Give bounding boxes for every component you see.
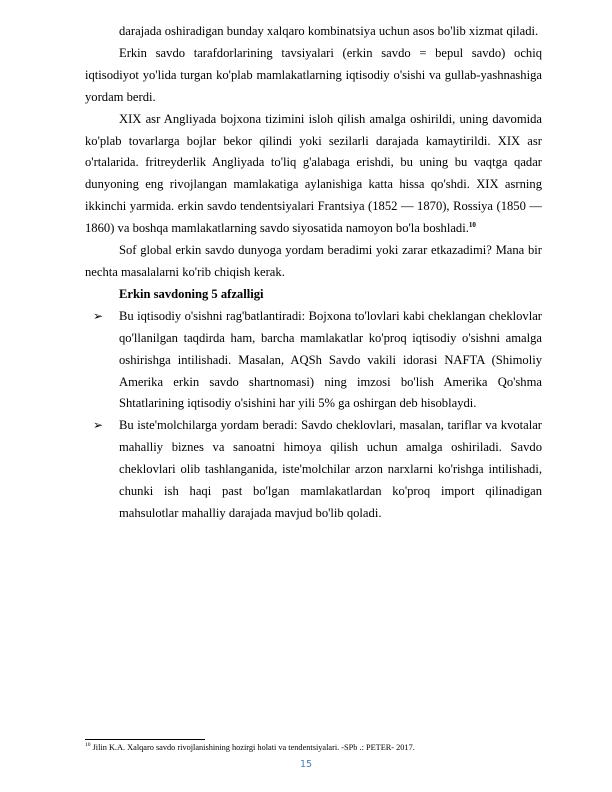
arrow-bullet-icon: ➢: [93, 308, 104, 323]
paragraph-free-trade-advocates: Erkin savdo tarafdorlarining tavsiyalari (erkin savdo = bepul savdo) ochiq iqtisodiyot yo'lida turgan ko'plab mamlakatlarning iqtisodiy o'sishi va gullab-yashnashiga yordam berdi.: [85, 45, 542, 104]
bullet-item-consumers: [85, 415, 542, 525]
bullet-text: Bu iste'molchilarga yordam beradi: Savdo cheklovlari, masalan, tariflar va kvotalar mahalliy biznes va sanoatni himoya qilish uchun amalga oshiriladi. Savdo cheklovlari olib tashlanganida, iste'molchilar arzon narxlarni ko'rishga intilishadi, chunki ish haqi past bo'lgan mamlakatlardan ko'proq import qilinadigan mahsulotlar mahalliy darajada mavjud bo'lib qoladi.: [119, 418, 542, 520]
footnote-number: 10: [85, 742, 91, 749]
paragraph-england-customs-reform: [85, 109, 542, 240]
paragraph-continuation: darajada oshiradigan bunday xalqaro kombinatsiya uchun asos bo'lib xizmat qiladi.: [119, 24, 539, 38]
paragraph-question: Sof global erkin savdo dunyoga yordam beradimi yoki zarar etkazadimi? Mana bir nechta masalalarni ko'rib chiqish kerak.: [85, 243, 542, 279]
section-heading: Erkin savdoning 5 afzalligi: [119, 286, 264, 301]
footnote: [85, 742, 545, 753]
bullet-item-economic-growth: [85, 306, 542, 416]
footnote-text: Jilin K.A. Xalqaro savdo rivojlanishining hozirgi holati va tendentsiyalari. -SPb .: PETER- 2017.: [90, 743, 415, 752]
arrow-bullet-icon: ➢: [93, 418, 104, 433]
body-text: [85, 21, 542, 525]
paragraph-text: XIX asr Angliyada bojxona tizimini isloh qilish amalga oshirildi, uning davomida ko'plab tovarlarga bojlar bekor qilindi yoki sezilarli darajada kamaytirildi. XIX asr o'rtalarida. fritreyderlik Angliyada to'liq g'alabaga erishdi, bu uning bu vaqtga qadar dunyoning eng rivojlangan mamlakatiga aylanishiga katta hissa qo'shdi. XIX asrning ikkinchi yarmida. erkin savdo tendentsiyalari Frantsiya (1852 — 1870), Rossiya (1850 — 1860) va boshqa mamlakatlarning savdo siyosatida namoyon bo'la boshladi.: [85, 111, 542, 236]
footnote-reference: 10: [468, 220, 476, 229]
footnote-divider: [85, 739, 205, 740]
bullet-text: Bu iqtisodiy o'sishni rag'batlantiradi: Bojxona to'lovlari kabi cheklangan cheklovlar qo'llanilgan taqdirda ham, barcha mamlakatlar ko'proq iqtisodiy o'sishni amalga oshirishga intilishadi. Masalan, AQSh Savdo vakili idorasi NAFTA (Shimoliy Amerika erkin savdo shartnomasi) ning imzosi bo'lish Amerika Qo'shma Shtatlarining iqtisodiy o'sishini har yili 5% ga oshirgan deb hisoblaydi.: [119, 308, 542, 411]
page-number: 15: [299, 759, 313, 770]
